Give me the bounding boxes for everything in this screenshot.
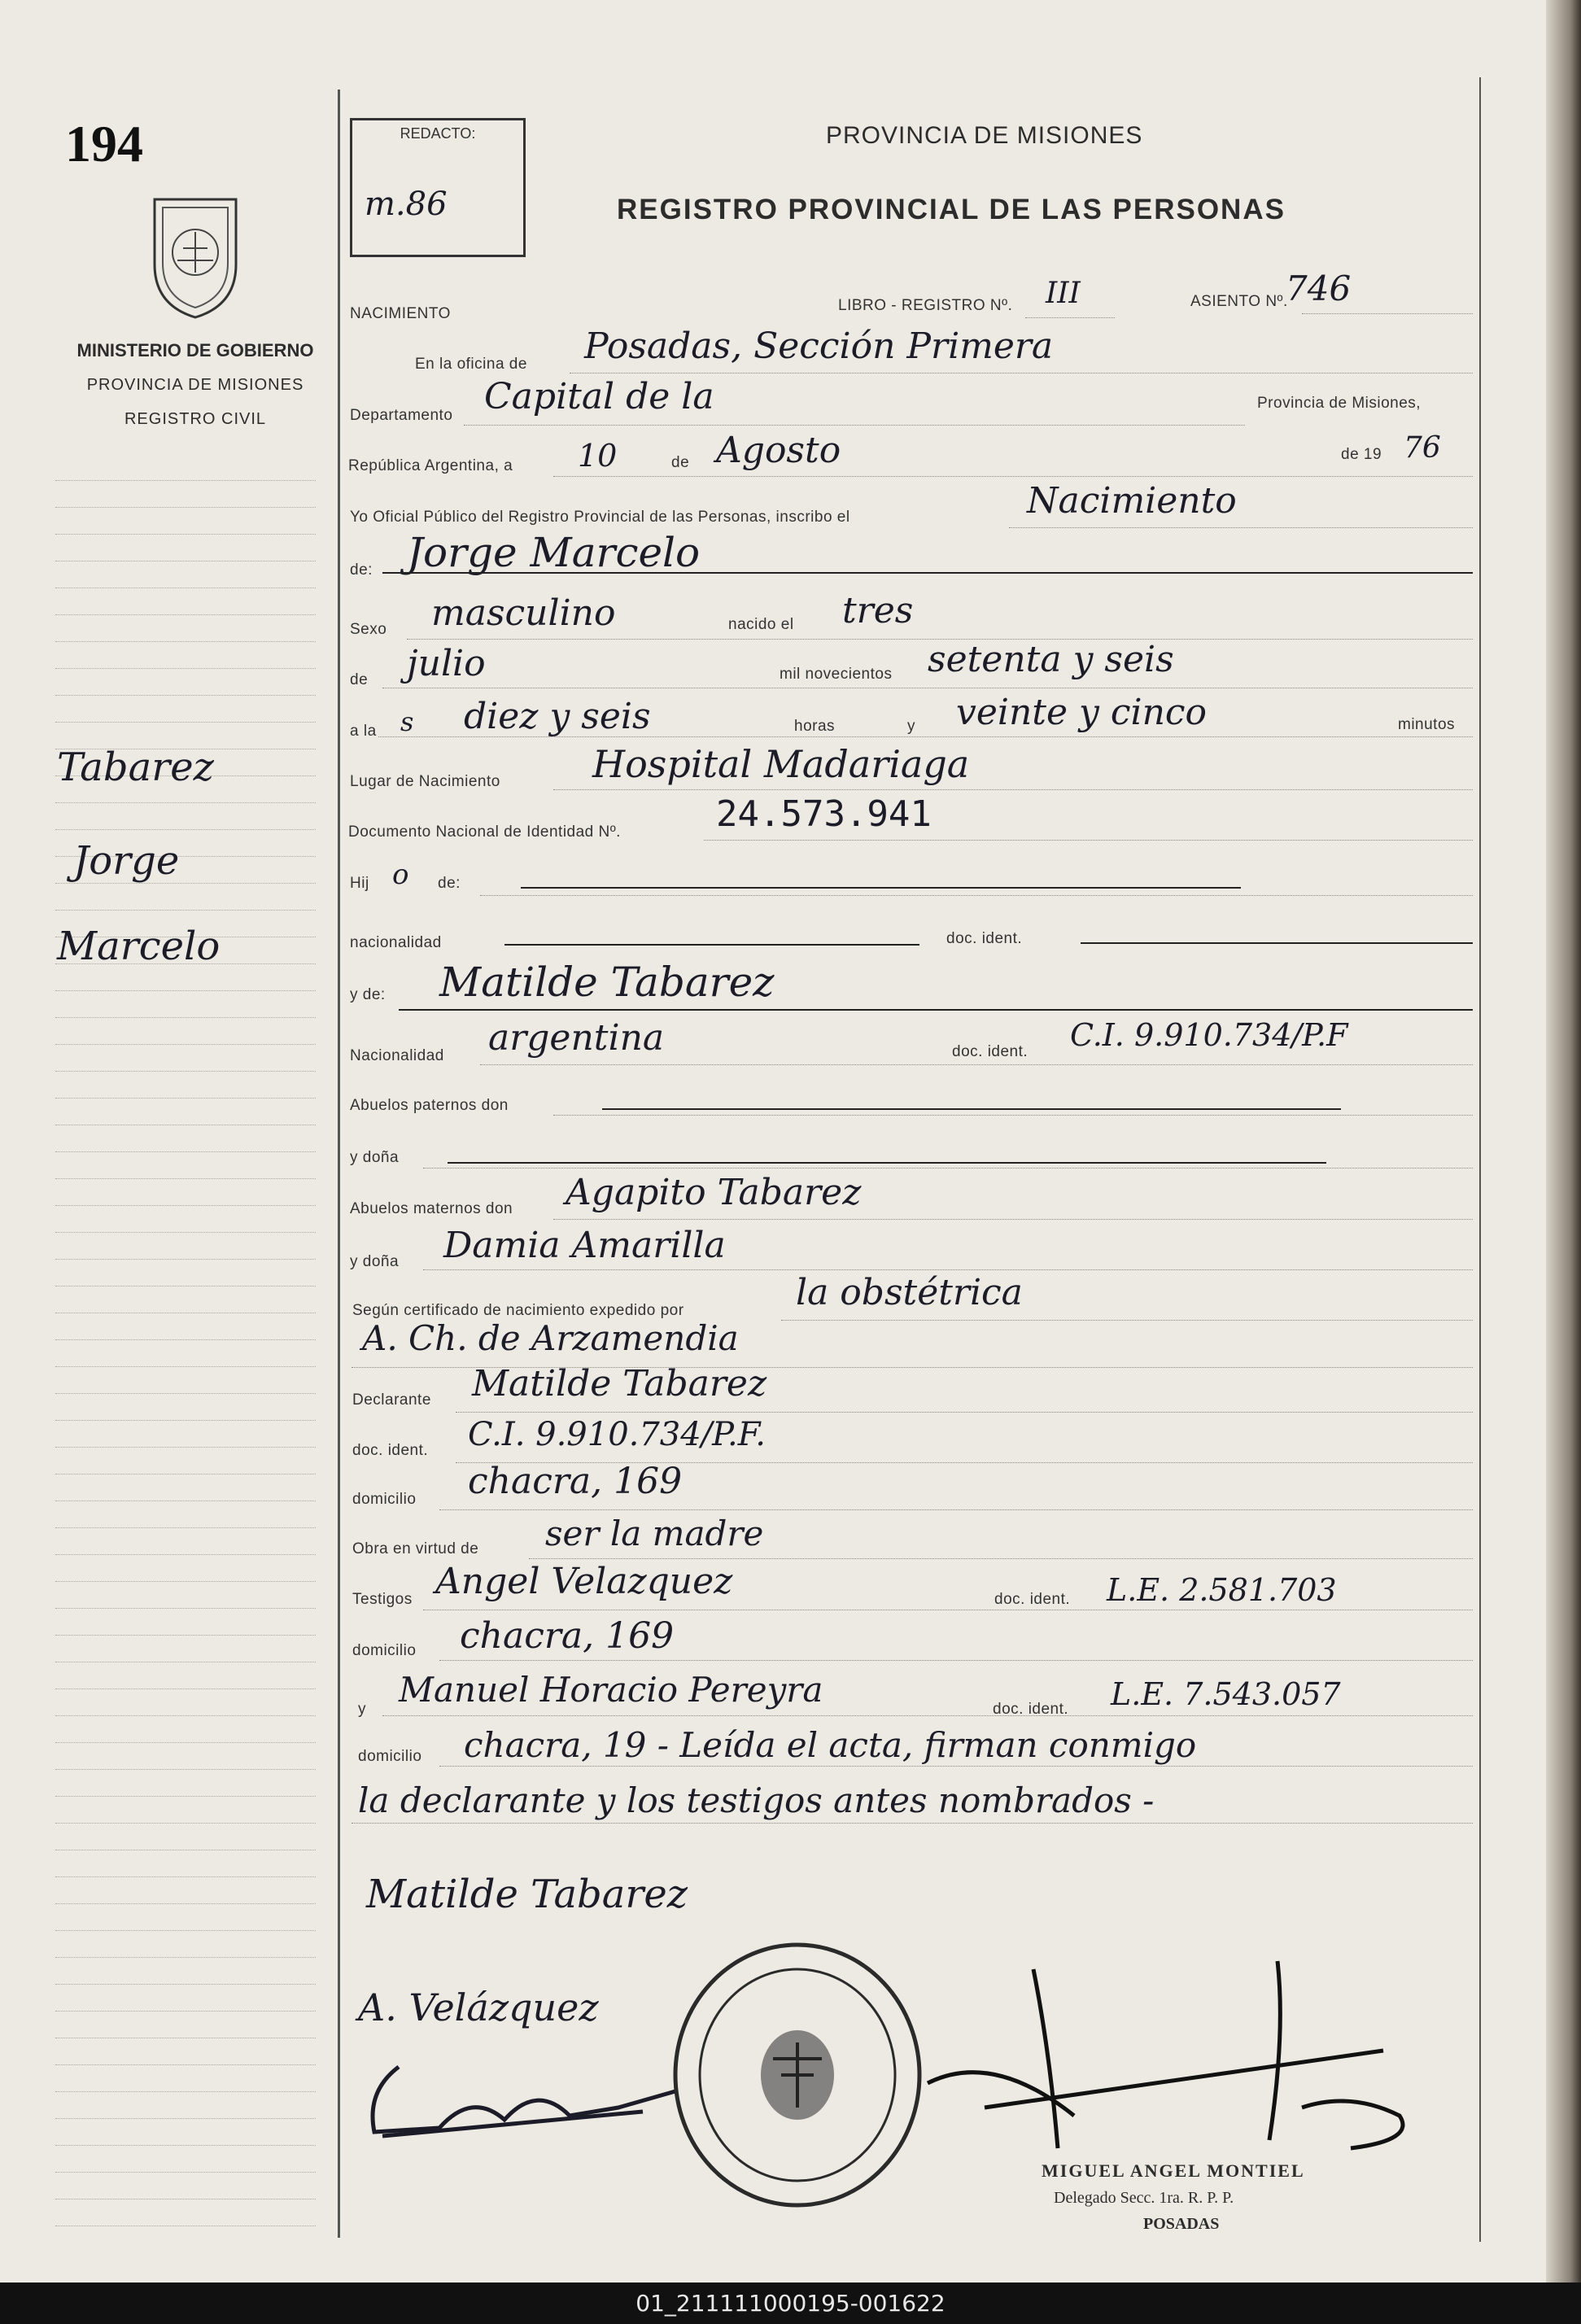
- margin-middle-name: Marcelo: [57, 924, 221, 969]
- provincial-seal-icon: [138, 191, 252, 321]
- margin-rule: [55, 1554, 316, 1555]
- right-border-line: [1479, 77, 1481, 2242]
- signature-scribble: [350, 2042, 692, 2156]
- declarante-value: Matilde Tabarez: [472, 1363, 767, 1404]
- testigo2-value: Manuel Horacio Pereyra: [399, 1670, 823, 1710]
- closing-value: la declarante y los testigos antes nombrados -: [358, 1780, 1155, 1820]
- certificado-value2: A. Ch. de Arzamendia: [362, 1318, 739, 1358]
- departamento-label: Departamento: [350, 407, 453, 424]
- horas-label: horas: [794, 718, 836, 735]
- republica-label: República Argentina, a: [348, 457, 513, 474]
- docident5-value: L.E. 7.543.057: [1111, 1676, 1341, 1712]
- oficina-value: Posadas, Sección Primera: [584, 325, 1054, 367]
- hij-suffix: o: [392, 858, 409, 891]
- asiento-label: ASIENTO Nº.: [1190, 293, 1288, 310]
- margin-rule: [55, 1527, 316, 1528]
- official-role: Delegado Secc. 1ra. R. P. P.: [1054, 2189, 1234, 2207]
- lugar-value: Hospital Madariaga: [592, 742, 970, 786]
- oficina-label: En la oficina de: [415, 356, 527, 373]
- margin-surname: Tabarez: [57, 745, 214, 790]
- domicilio2-label: domicilio: [352, 1642, 417, 1659]
- alas-suffix: s: [400, 706, 414, 737]
- margin-rule: [55, 829, 316, 830]
- margin-rule: [55, 2172, 316, 2173]
- testigos-label: Testigos: [352, 1591, 413, 1608]
- official-signature: [895, 1953, 1465, 2165]
- testigo1-value: Angel Velazquez: [435, 1561, 733, 1602]
- sexo-value: masculino: [431, 592, 616, 634]
- margin-rule: [55, 1984, 316, 1985]
- margin-rule: [55, 534, 316, 535]
- nacido-label: nacido el: [728, 616, 794, 633]
- asiento-value: 746: [1286, 269, 1352, 308]
- madre-value: Matilde Tabarez: [439, 959, 775, 1006]
- nombre-value: Jorge Marcelo: [407, 529, 701, 576]
- header-registry: REGISTRO PROVINCIAL DE LAS PERSONAS: [617, 194, 1286, 225]
- obra-value: ser la madre: [545, 1514, 764, 1553]
- ydona1-label: y doña: [350, 1149, 400, 1166]
- domicilio1-label: domicilio: [352, 1491, 417, 1508]
- margin-rule: [55, 1930, 316, 1931]
- redacto-label: REDACTO:: [400, 125, 476, 142]
- certificado-label: Según certificado de nacimiento expedido por: [352, 1302, 684, 1319]
- y-label: y: [907, 718, 915, 735]
- provincia-label: Provincia de Misiones,: [1257, 395, 1422, 412]
- ministry-title: MINISTERIO DE GOBIERNO: [76, 340, 314, 360]
- acto-value: Nacimiento: [1027, 480, 1237, 522]
- margin-rule: [55, 1796, 316, 1797]
- margin-rule: [55, 1393, 316, 1394]
- page-edge: [1546, 0, 1581, 2282]
- docident3-label: doc. ident.: [352, 1442, 429, 1459]
- official-place: POSADAS: [1143, 2215, 1220, 2233]
- docident2-value: C.I. 9.910.734/P.F: [1070, 1017, 1348, 1053]
- image-id-footer: 01_211111000195-001622: [0, 2282, 1581, 2324]
- hij-de-label: de:: [438, 875, 461, 892]
- margin-rule: [55, 1608, 316, 1609]
- margin-first-name: Jorge: [73, 838, 180, 884]
- margin-rule: [55, 1581, 316, 1582]
- certificado-value: la obstétrica: [796, 1272, 1023, 1313]
- de-label: de: [671, 454, 690, 471]
- ministry-province: PROVINCIA DE MISIONES: [86, 376, 304, 394]
- docident2-label: doc. ident.: [952, 1043, 1029, 1060]
- oficial-label: Yo Oficial Público del Registro Provincial de las Personas, inscribo el: [350, 509, 850, 526]
- mil-label: mil novecientos: [780, 666, 893, 683]
- minutos-label: minutos: [1398, 716, 1456, 733]
- margin-rule: [55, 1903, 316, 1904]
- minutos-value: veinte y cinco: [956, 692, 1208, 733]
- margin-rule: [55, 1205, 316, 1206]
- margin-rule: [55, 1151, 316, 1152]
- margin-rule: [55, 480, 316, 481]
- header-province: PROVINCIA DE MISIONES: [826, 122, 1143, 149]
- margin-rule: [55, 507, 316, 508]
- margin-rule: [55, 1447, 316, 1448]
- year-value: 76: [1404, 431, 1441, 465]
- libro-value: III: [1046, 277, 1081, 310]
- libro-label: LIBRO - REGISTRO Nº.: [838, 297, 1013, 314]
- margin-rule: [55, 802, 316, 803]
- sexo-label: Sexo: [350, 621, 387, 638]
- margin-rule: [55, 1232, 316, 1233]
- margin-rule: [55, 1715, 316, 1716]
- signature-witness: A. Velázquez: [358, 1985, 599, 2029]
- official-name: MIGUEL ANGEL MONTIEL: [1042, 2160, 1305, 2181]
- ydona2-label: y doña: [350, 1253, 400, 1270]
- departamento-value: Capital de la: [484, 376, 714, 417]
- abuelos-pat-label: Abuelos paternos don: [350, 1097, 509, 1114]
- year-label: de 19: [1341, 446, 1382, 463]
- horas-value: diez y seis: [464, 696, 651, 737]
- margin-rule: [55, 2011, 316, 2012]
- margin-rule: [55, 990, 316, 991]
- margin-rule: [55, 1769, 316, 1770]
- page-number: 194: [65, 115, 143, 173]
- margin-rule: [55, 1366, 316, 1367]
- margin-rule: [55, 1876, 316, 1877]
- docident4-value: L.E. 2.581.703: [1107, 1572, 1337, 1608]
- margin-rule: [55, 1823, 316, 1824]
- hij-label: Hij: [350, 875, 369, 892]
- abuela-mat-value: Damia Amarilla: [443, 1225, 726, 1266]
- margin-rule: [55, 1957, 316, 1958]
- domicilio1-value: chacra, 169: [468, 1461, 683, 1502]
- margin-rule: [55, 668, 316, 669]
- margin-rule: [55, 1688, 316, 1689]
- domicilio3-label: domicilio: [358, 1748, 422, 1765]
- margin-rule: [55, 1420, 316, 1421]
- signature-declarante: Matilde Tabarez: [366, 1872, 688, 1917]
- abuelos-mat-label: Abuelos maternos don: [350, 1200, 513, 1217]
- margin-rule: [55, 1742, 316, 1743]
- y2-label: y: [358, 1701, 366, 1718]
- margin-rule: [55, 614, 316, 615]
- margin-rule: [55, 2199, 316, 2200]
- domicilio2-value: chacra, 169: [460, 1615, 675, 1657]
- anio-nac-value: setenta y seis: [928, 639, 1174, 680]
- margin-rule: [55, 2064, 316, 2065]
- margin-rule: [55, 722, 316, 723]
- lugar-label: Lugar de Nacimiento: [350, 773, 500, 790]
- alas-label: a la: [350, 723, 377, 740]
- margin-rule: [55, 2118, 316, 2119]
- docident3-value: C.I. 9.910.734/P.F.: [468, 1416, 766, 1453]
- dni-label: Documento Nacional de Identidad Nº.: [348, 823, 621, 841]
- left-border-line: [338, 90, 340, 2238]
- docident5-label: doc. ident.: [993, 1701, 1069, 1718]
- month-value: Agosto: [716, 430, 841, 471]
- record-type: NACIMIENTO: [350, 305, 451, 322]
- domicilio3-value: chacra, 19 - Leída el acta, firman conmigo: [464, 1725, 1197, 1765]
- declarante-label: Declarante: [352, 1391, 431, 1409]
- margin-rule: [55, 1259, 316, 1260]
- docident1-label: doc. ident.: [946, 930, 1023, 947]
- margin-rule: [55, 1044, 316, 1045]
- margin-rule: [55, 2091, 316, 2092]
- nacionalidad1-label: nacionalidad: [350, 934, 442, 951]
- margin-rule: [55, 2145, 316, 2146]
- day-value: 10: [578, 438, 618, 474]
- margin-rule: [55, 1098, 316, 1099]
- nacionalidad2-label: Nacionalidad: [350, 1047, 444, 1064]
- margin-rule: [55, 1635, 316, 1636]
- nacionalidad2-value: argentina: [488, 1017, 665, 1059]
- margin-rule: [55, 641, 316, 642]
- redacto-box: [350, 118, 526, 257]
- margin-rule: [55, 695, 316, 696]
- docident4-label: doc. ident.: [994, 1591, 1071, 1608]
- yde-label: y de:: [350, 986, 386, 1003]
- margin-rule: [55, 1339, 316, 1340]
- dni-value: 24.573.941: [716, 793, 932, 835]
- de2-label: de:: [350, 561, 373, 579]
- mes-nac-value: julio: [407, 643, 486, 684]
- margin-rule: [55, 910, 316, 911]
- de3-label: de: [350, 671, 369, 688]
- obra-label: Obra en virtud de: [352, 1540, 479, 1557]
- margin-rule: [55, 1178, 316, 1179]
- official-stamp-icon: [667, 1937, 928, 2213]
- ministry-registry: REGISTRO CIVIL: [124, 410, 267, 428]
- abuelo-mat-value: Agapito Tabarez: [566, 1172, 862, 1213]
- redacto-value: m.86: [365, 186, 448, 223]
- margin-rule: [55, 1017, 316, 1018]
- margin-rule: [55, 1071, 316, 1072]
- dia-nac-value: tres: [842, 590, 914, 631]
